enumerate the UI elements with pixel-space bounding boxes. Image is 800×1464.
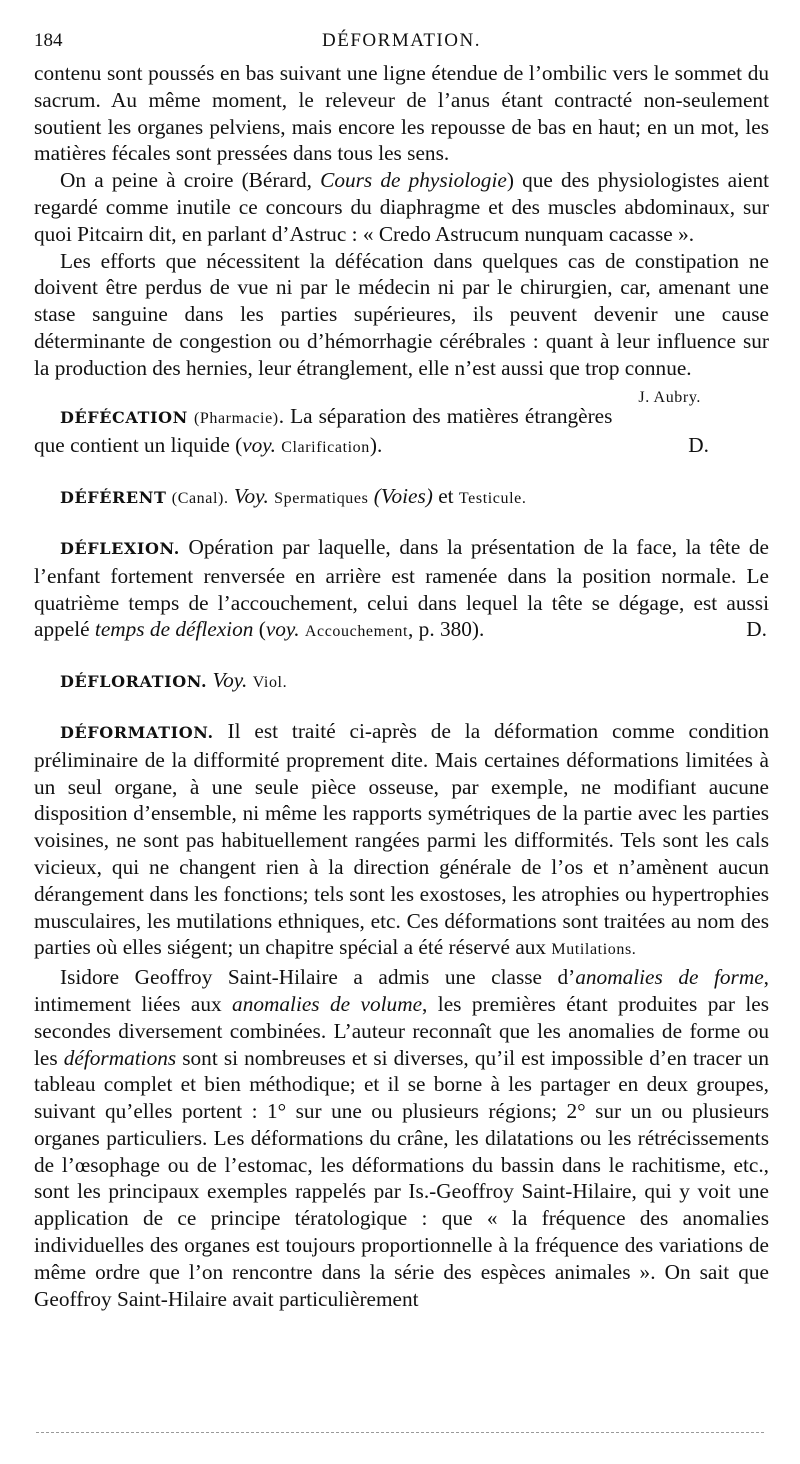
entry-defloration: DÉFLORATION. Voy. Viol. xyxy=(60,668,288,693)
headword: DÉFÉCATION xyxy=(60,407,188,427)
entry-deferent: DÉFÉRENT (Canal). Voy. Spermatiques (Voies) et Testicule. xyxy=(60,484,527,509)
entry-deformation: DÉFORMATION. Il est traité ci-après de la déformation comme condition préliminaire de la difformité proprement dite. Mais certaines déformations limitées à un seul organe, à une seule pièce osseuse, par exemple, ne modifiant aucune disposition d’ensemble, ni même les rapports symétriques de la partie avec les parties voisines, ne sont pas habituellement rangées parmi les difformités. Tels sont les cals vicieux, qui ne changent rien à la direction générale de l’os et n’amènent aucun dérangement dans les fonctions; tels sont les exostoses, les atrophies ou hypertrophies musculaires, les mutilations ethniques, etc. Ces déformations sont traitées au nom des parties où elles siégent; un chapitre spécial a été réservé aux Mutilations. xyxy=(34,718,769,960)
headword: DÉFLEXION. xyxy=(60,538,180,558)
headword: DÉFLORATION. xyxy=(60,672,208,692)
cross-reference: Viol. xyxy=(252,674,288,692)
page xyxy=(34,30,769,1312)
running-title: DÉFORMATION. xyxy=(322,30,481,51)
entry-deflexion: DÉFLEXION. Opération par laquelle, dans la présentation de la face, la tête de l’enfant fortement renversée en arrière est ramenée dans la position normale. Le quatrième temps de l’accouchement, celui dans lequel la tête se dégage, est aussi appelé temps de déflexion (voy. Accouchement, p. 380). D. xyxy=(34,534,769,642)
continuation-paragraph: contenu sont poussés en bas suivant une ligne étendue de l’ombilic vers le sommet du sacrum. Au même moment, le releveur de l’anus étant contracté non-seulement soutient les organes pelviens, mais encore les repousse de bas en haut; en un mot, les matières fécales sont pressées dans tous les sens. xyxy=(34,61,769,166)
author-signature: D. xyxy=(746,617,767,642)
page-number: 184 xyxy=(34,30,63,51)
headword: DÉFÉRENT xyxy=(60,488,167,508)
cross-reference: Accouchement xyxy=(304,623,409,641)
author-signature: D. xyxy=(688,433,709,458)
headword: DÉFORMATION. xyxy=(60,722,214,742)
cross-reference: Testicule. xyxy=(458,490,527,508)
entry-label: (Canal). xyxy=(171,490,229,508)
constipation-paragraph: Les efforts que nécessitent la défécation dans quelques cas de constipation ne doivent être perdus de vue ni par le médecin ni par le chirurgien, car, amenant une stase sanguine dans les parties supérieures, ils peuvent devenir une cause déterminante de congestion ou d’hémorrhagie cérébrales : quant à leur influence sur la production des hernies, leur étranglement, elle n’est aussi que trop connue. J. Aubry. xyxy=(34,248,769,382)
cross-reference: Spermatiques xyxy=(274,490,369,508)
entry-defecation: DÉFÉCATION (Pharmacie). La séparation des matières étrangères que contient un liquide (voy. Clarification). D. xyxy=(34,403,709,458)
cited-work: Cours de physiologie xyxy=(320,168,507,193)
geoffroy-paragraph: Isidore Geoffroy Saint-Hilaire a admis une classe d’anomalies de forme, intimement liées aux anomalies de volume, les premières étant produites par les secondes diversement combinées. L’auteur reconnaît que les anomalies de forme ou les déformations sont si nombreuses et si diverses, qu’il est impossible d’en tracer un tableau complet et bien méthodique; et il se borne à les partager en deux groupes, suivant qu’elles portent : 1° sur une ou plusieurs régions; 2° sur un ou plusieurs organes particuliers. Les déformations du crâne, les dilatations ou les rétrécissements de l’œsophage ou de l’estomac, les déformations du bassin dans le rachitisme, etc., sont les principaux exemples rappelés par Is.-Geoffroy Saint-Hilaire, qui y voit une application de ce principe tératologique : que « la fréquence des anomalies individuelles des organes est toujours proportionnelle à la fréquence des variations de même ordre que l’on rencontre dans la série des espèces animales ». On sait que Geoffroy Saint-Hilaire avait particulièrement xyxy=(34,965,770,1311)
author-signature: J. Aubry. xyxy=(638,388,701,406)
cross-reference: Clarification xyxy=(281,439,370,457)
cross-reference: Mutilations. xyxy=(551,941,637,959)
footer-rule xyxy=(36,1432,764,1433)
physiology-paragraph: On a peine à croire (Bérard, Cours de physiologie) que des physiologistes aient regardé comme inutile ce concours du diaphragme et des muscles abdominaux, sur quoi Pitcairn dit, en parlant d’Astruc : « Credo Astrucum nunquam cacasse ». xyxy=(34,168,770,246)
running-header xyxy=(34,30,769,60)
entry-label: (Pharmacie) xyxy=(193,409,279,427)
